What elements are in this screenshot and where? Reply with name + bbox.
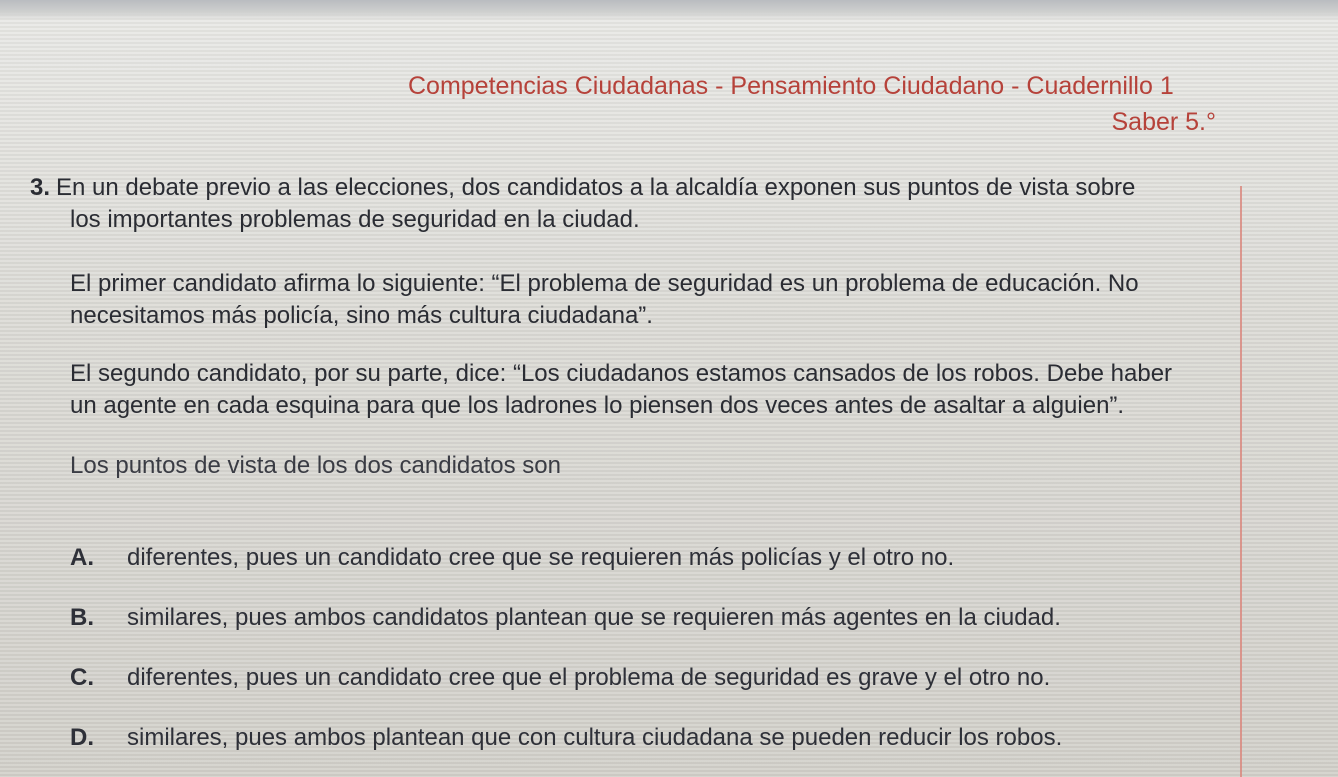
option-text: diferentes, pues un candidato cree que el problema de seguridad es grave y el otro no. [127, 664, 1051, 691]
question-stem-line-1 [30, 172, 1230, 204]
paragraph-line: necesitamos más policía, sino más cultura ciudadana”. [70, 302, 653, 329]
answer-option-b[interactable] [70, 602, 1230, 634]
paragraph-line: El segundo candidato, por su parte, dice: “Los ciudadanos estamos cansados de los robos. Debe haber [70, 360, 1173, 387]
question-prompt: Los puntos de vista de los dos candidatos son [70, 452, 561, 479]
first-candidate-paragraph [70, 268, 1230, 332]
question-stem-text-1: En un debate previo a las elecciones, dos candidatos a la alcaldía exponen sus puntos de vista sobre [56, 174, 1136, 201]
option-text: diferentes, pues un candidato cree que se requieren más policías y el otro no. [127, 544, 955, 571]
paragraph-line: un agente en cada esquina para que los ladrones lo piensen dos veces antes de asaltar a alguien”. [70, 392, 1125, 419]
question-stem [30, 172, 1230, 236]
answer-option-d[interactable] [70, 722, 1230, 754]
answer-option-a[interactable] [70, 542, 1230, 574]
option-text: similares, pues ambos plantean que con cultura ciudadana se pueden reducir los robos. [127, 724, 1063, 751]
second-candidate-paragraph [70, 358, 1230, 422]
question-number: 3. [30, 174, 51, 201]
booklet-grade: Saber 5.° [1111, 108, 1216, 136]
option-text: similares, pues ambos candidatos plantean que se requieren más agentes en la ciudad. [127, 604, 1061, 631]
question-stem-line-2: los importantes problemas de seguridad en la ciudad. [70, 206, 640, 233]
option-letter: D. [70, 724, 94, 751]
option-letter: A. [70, 544, 94, 571]
photo-top-edge [0, 0, 1338, 20]
option-letter: B. [70, 604, 94, 631]
option-letter: C. [70, 664, 94, 691]
answer-option-c[interactable] [70, 662, 1230, 694]
booklet-title: Competencias Ciudadanas - Pensamiento Ciudadano - Cuadernillo 1 [408, 72, 1174, 100]
margin-line [1240, 186, 1242, 777]
paragraph-line: El primer candidato afirma lo siguiente: “El problema de seguridad es un problema de educación. No [70, 270, 1139, 297]
